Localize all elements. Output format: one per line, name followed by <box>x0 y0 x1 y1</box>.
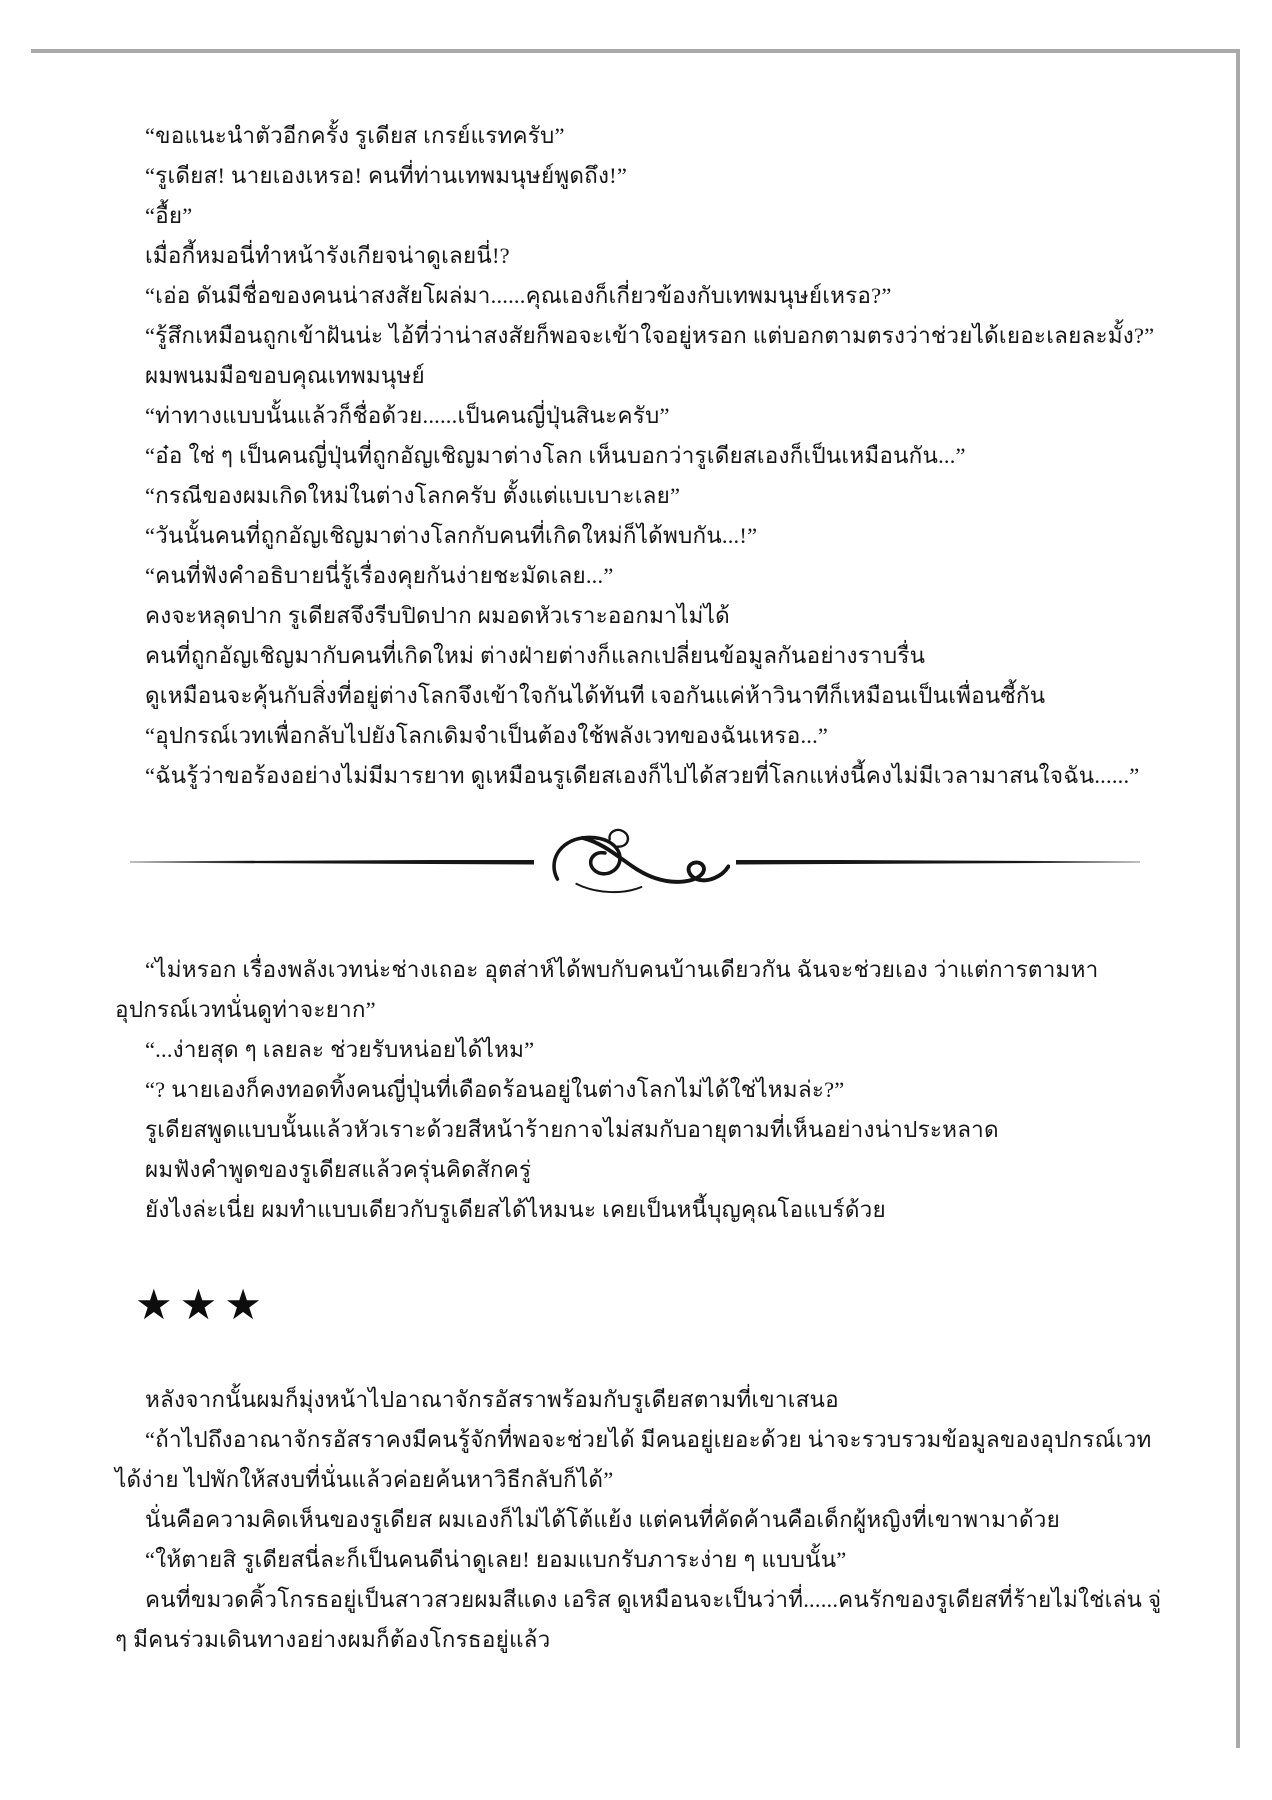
paragraph: “คนที่ฟังคำอธิบายนี่รู้เรื่องคุยกันง่ายชะมัดเลย...” <box>145 563 614 588</box>
paragraph: นั่นคือความคิดเห็นของรูเดียส ผมเองก็ไม่ได้โต้แย้ง แต่คนที่คัดค้านคือเด็กผู้หญิงที่เขาพามาด้วย <box>145 1507 1061 1532</box>
paragraph: “อุปกรณ์เวทเพื่อกลับไปยังโลกเดิมจำเป็นต้องใช้พลังเวทของฉันเหรอ...” <box>145 723 829 748</box>
text-section-1 <box>115 116 1165 796</box>
calligraphic-swirl-ornament <box>540 826 730 910</box>
paragraph: “...ง่ายสุด ๆ เลยละ ช่วยรับหน่อยได้ไหม” <box>145 1037 535 1062</box>
paragraph: “รู้สึกเหมือนถูกเข้าฝันน่ะ ไอ้ที่ว่าน่าสงสัยก็พอจะเข้าใจอยู่หรอก แต่บอกตามตรงว่าช่วยได้เยอะเลยละมั้ง?” <box>145 323 1155 348</box>
paragraph: ดูเหมือนจะคุ้นกับสิ่งที่อยู่ต่างโลกจึงเข้าใจกันได้ทันที เจอกันแค่ห้าวินาทีก็เหมือนเป็นเพื่อนซี้กัน <box>145 683 1046 708</box>
paragraph: คนที่ถูกอัญเชิญมากับคนที่เกิดใหม่ ต่างฝ่ายต่างก็แลกเปลี่ยนข้อมูลกันอย่างราบรื่น <box>145 643 926 668</box>
paragraph: “เอ่อ ดันมีชื่อของคนน่าสงสัยโผล่มา......คุณเองก็เกี่ยวข้องกับเทพมนุษย์เหรอ?” <box>145 283 892 308</box>
paragraph: “อ๋อ ใช่ ๆ เป็นคนญี่ปุ่นที่ถูกอัญเชิญมาต่างโลก เห็นบอกว่ารูเดียสเองก็เป็นเหมือนกัน...” <box>145 443 966 468</box>
paragraph: “กรณีของผมเกิดใหม่ในต่างโลกครับ ตั้งแต่แบเบาะเลย” <box>145 483 681 508</box>
paragraph: ยังไงล่ะเนี่ย ผมทำแบบเดียวกับรูเดียสได้ไหมนะ เคยเป็นหนี้บุญคุณโอแบร์ด้วย <box>145 1197 886 1222</box>
divider-line-left <box>130 860 534 865</box>
spacer <box>115 1230 1165 1258</box>
paragraph: “ให้ตายสิ รูเดียสนี่ละก็เป็นคนดีน่าดูเลย! ยอมแบกรับภาระง่าย ๆ แบบนั้น” <box>145 1547 847 1572</box>
paragraph: “ถ้าไปถึงอาณาจักรอัสราคงมีคนรู้จักที่พอจะช่วยได้ มีคนอยู่เยอะด้วย น่าจะรวบรวมข้อมูลของอุปกรณ์เวทได้ง่าย ไปพักให้สงบที่นั่นแล้วค่อยค้นหาวิธีกลับก็ได้” <box>115 1427 1152 1492</box>
paragraph: คงจะหลุดปาก รูเดียสจึงรีบปิดปาก ผมอดหัวเราะออกมาไม่ได้ <box>145 603 730 628</box>
paragraph: “อื้ย” <box>145 203 193 228</box>
paragraph: คนที่ขมวดคิ้วโกรธอยู่เป็นสาวสวยผมสีแดง เอริส ดูเหมือนจะเป็นว่าที่......คนรักของรูเดียสที่ร้ายไม่ใช่เล่น จู่ ๆ มีคนร่วมเดินทางอย่างผมก็ต้องโกรธอยู่แล้ว <box>115 1587 1162 1652</box>
paragraph: “ไม่หรอก เรื่องพลังเวทน่ะช่างเถอะ อุตส่าห์ได้พบกับคนบ้านเดียวกัน ฉันจะช่วยเอง ว่าแต่การตามหาอุปกรณ์เวทนั่นดูท่าจะยาก” <box>115 957 1099 1022</box>
text-section-2 <box>115 950 1165 1230</box>
paragraph: “วันนั้นคนที่ถูกอัญเชิญมาต่างโลกกับคนที่เกิดใหม่ก็ได้พบกัน...!” <box>145 523 758 548</box>
spacer <box>115 1328 1165 1380</box>
scene-break-stars: ★★★ <box>135 1280 269 1329</box>
paragraph: ผมพนมมือขอบคุณเทพมนุษย์ <box>145 363 425 388</box>
text-section-3 <box>115 1380 1165 1660</box>
spacer <box>115 904 1165 950</box>
scene-divider <box>130 820 1140 904</box>
paragraph: “? นายเองก็คงทอดทิ้งคนญี่ปุ่นที่เดือดร้อนอยู่ในต่างโลกไม่ได้ใช่ไหมล่ะ?” <box>145 1077 845 1102</box>
paragraph: หลังจากนั้นผมก็มุ่งหน้าไปอาณาจักรอัสราพร้อมกับรูเดียสตามที่เขาเสนอ <box>145 1387 839 1412</box>
paragraph: “ขอแนะนำตัวอีกครั้ง รูเดียส เกรย์แรทครับ” <box>145 123 565 148</box>
page-content <box>115 0 1165 1660</box>
divider-line-right <box>736 860 1140 865</box>
paragraph: ผมฟังคำพูดของรูเดียสแล้วครุ่นคิดสักครู่ <box>145 1157 532 1182</box>
paragraph: “รูเดียส! นายเองเหรอ! คนที่ท่านเทพมนุษย์พูดถึง!” <box>145 163 628 188</box>
page-right-border-rule <box>1236 49 1240 1748</box>
paragraph: “ท่าทางแบบนั้นแล้วก็ชื่อด้วย......เป็นคนญี่ปุ่นสินะครับ” <box>145 403 670 428</box>
paragraph: เมื่อกี้หมอนี่ทำหน้ารังเกียจน่าดูเลยนี่!? <box>145 243 510 268</box>
paragraph: รูเดียสพูดแบบนั้นแล้วหัวเราะด้วยสีหน้าร้ายกาจไม่สมกับอายุตามที่เห็นอย่างน่าประหลาด <box>145 1117 999 1142</box>
paragraph: “ฉันรู้ว่าขอร้องอย่างไม่มีมารยาท ดูเหมือนรูเดียสเองก็ไปได้สวยที่โลกแห่งนี้คงไม่มีเวลามาสนใจฉัน......” <box>145 763 1140 788</box>
